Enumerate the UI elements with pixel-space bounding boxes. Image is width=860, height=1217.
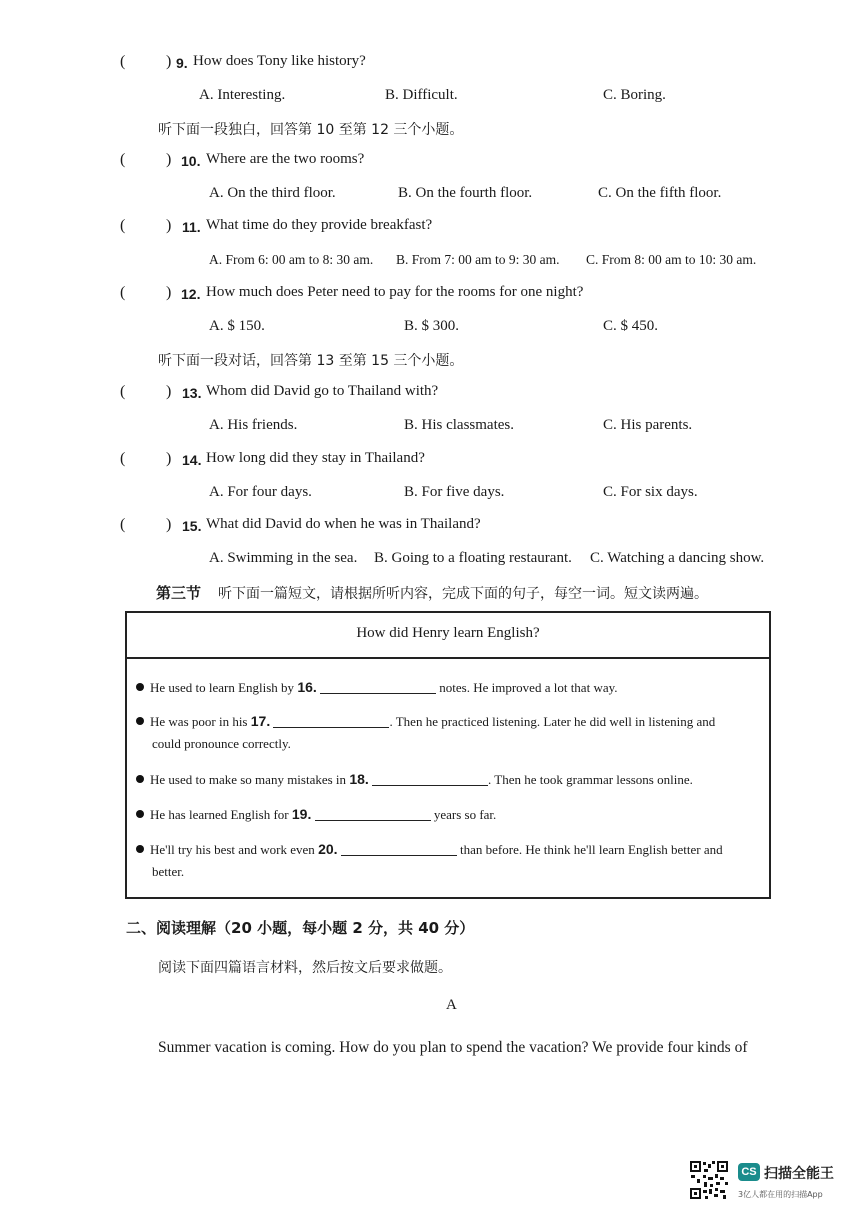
reading-instruction: 阅读下面四篇语言材料，然后按文后要求做题。 bbox=[158, 960, 452, 976]
passage-label: A bbox=[446, 997, 457, 1013]
answer-blank-16[interactable] bbox=[320, 681, 436, 694]
dialogue-instruction: 听下面一段对话，回答第 13 至第 15 三个小题。 bbox=[158, 353, 464, 369]
fill-item-17 bbox=[136, 713, 715, 730]
answer-paren-close: ) bbox=[166, 284, 172, 301]
bullet-icon bbox=[136, 717, 144, 725]
fill-item-text: . Then he practiced listening. Later he did well in listening and bbox=[389, 714, 716, 729]
fill-item-16 bbox=[136, 679, 618, 696]
option-a: A. From 6: 00 am to 8: 30 am. bbox=[209, 252, 374, 267]
question-number: 10. bbox=[181, 153, 201, 169]
blank-number: 17. bbox=[250, 713, 271, 729]
question-number: 14. bbox=[182, 452, 202, 468]
answer-paren-open: ( bbox=[120, 217, 126, 234]
question-text: How does Tony like history? bbox=[193, 53, 366, 69]
option-c: C. $ 450. bbox=[603, 318, 659, 334]
fill-item-text: He'll try his best and work even bbox=[150, 842, 315, 857]
option-a: A. On the third floor. bbox=[209, 185, 336, 201]
option-b: B. Going to a floating restaurant. bbox=[374, 550, 572, 566]
bullet-icon bbox=[136, 683, 144, 691]
option-a: A. Swimming in the sea. bbox=[209, 550, 358, 566]
bullet-icon bbox=[136, 810, 144, 818]
answer-paren-close: ) bbox=[166, 450, 172, 467]
reading-heading: 二、阅读理解（20 小题，每小题 2 分，共 40 分） bbox=[126, 919, 475, 937]
option-b: B. $ 300. bbox=[404, 318, 460, 334]
title-divider bbox=[127, 657, 769, 659]
fill-item-text: He has learned English for bbox=[150, 807, 289, 822]
blank-number: 19. bbox=[291, 806, 312, 822]
answer-paren-close: ) bbox=[166, 383, 172, 400]
option-b: B. For five days. bbox=[404, 484, 505, 500]
blank-number: 16. bbox=[297, 679, 317, 695]
option-a: A. His friends. bbox=[209, 417, 298, 433]
option-b: B. From 7: 00 am to 9: 30 am. bbox=[396, 252, 560, 267]
answer-paren-close: ) bbox=[166, 151, 172, 168]
fill-item-text: than before. He think he'll learn English better and bbox=[460, 842, 723, 857]
monologue-instruction: 听下面一段独白，回答第 10 至第 12 三个小题。 bbox=[158, 122, 464, 138]
answer-paren-close: ) bbox=[166, 53, 172, 70]
scanner-app-name: 扫描全能王 bbox=[764, 1166, 834, 1182]
bullet-icon bbox=[136, 845, 144, 853]
fill-item-19 bbox=[136, 806, 496, 823]
answer-paren-open: ( bbox=[120, 383, 126, 400]
fill-item-17-cont: could pronounce correctly. bbox=[152, 736, 291, 751]
question-number: 13. bbox=[182, 385, 202, 401]
option-a: A. For four days. bbox=[209, 484, 312, 500]
answer-blank-20[interactable] bbox=[341, 843, 457, 856]
question-text: Where are the two rooms? bbox=[206, 151, 365, 167]
answer-paren-open: ( bbox=[120, 151, 126, 168]
answer-paren-open: ( bbox=[120, 516, 126, 533]
option-a: A. Interesting. bbox=[199, 87, 286, 103]
answer-paren-close: ) bbox=[166, 217, 172, 234]
question-text: What did David do when he was in Thailand? bbox=[206, 516, 481, 532]
scanner-tagline: 3亿人都在用的扫描App bbox=[738, 1190, 823, 1199]
section3-instruction: 听下面一篇短文，请根据所听内容，完成下面的句子，每空一词。短文读两遍。 bbox=[218, 586, 708, 602]
option-c: C. His parents. bbox=[603, 417, 693, 433]
option-a: A. $ 150. bbox=[209, 318, 265, 334]
fill-item-text: years so far. bbox=[433, 807, 497, 822]
question-text: Whom did David go to Thailand with? bbox=[206, 383, 439, 399]
fill-in-title: How did Henry learn English? bbox=[356, 625, 540, 641]
fill-item-text: . Then he took grammar lessons online. bbox=[488, 772, 693, 787]
question-number: 12. bbox=[181, 286, 201, 302]
bullet-icon bbox=[136, 775, 144, 783]
option-c: C. From 8: 00 am to 10: 30 am. bbox=[586, 252, 757, 267]
question-text: How much does Peter need to pay for the rooms for one night? bbox=[206, 284, 584, 300]
answer-blank-17[interactable] bbox=[273, 715, 389, 728]
question-text: What time do they provide breakfast? bbox=[206, 217, 433, 233]
qr-code-icon bbox=[689, 1160, 729, 1200]
fill-item-text: He used to make so many mistakes in bbox=[150, 772, 347, 787]
fill-item-text: He was poor in his bbox=[150, 714, 248, 729]
answer-paren-open: ( bbox=[120, 450, 126, 467]
question-number: 9. bbox=[176, 55, 188, 71]
camscanner-logo-icon: CS bbox=[738, 1163, 760, 1181]
answer-paren-open: ( bbox=[120, 284, 126, 301]
fill-item-text: notes. He improved a lot that way. bbox=[439, 680, 618, 695]
fill-item-18 bbox=[136, 771, 693, 788]
option-c: C. Watching a dancing show. bbox=[590, 550, 765, 566]
fill-item-text: He used to learn English by bbox=[150, 680, 295, 695]
blank-number: 20. bbox=[318, 841, 338, 857]
answer-blank-18[interactable] bbox=[372, 773, 488, 786]
answer-paren-close: ) bbox=[166, 516, 172, 533]
question-number: 11. bbox=[182, 219, 201, 235]
answer-blank-19[interactable] bbox=[315, 808, 431, 821]
option-c: C. For six days. bbox=[603, 484, 698, 500]
blank-number: 18. bbox=[349, 771, 369, 787]
passage-first-line: Summer vacation is coming. How do you plan to spend the vacation? We provide four kinds of bbox=[158, 1039, 748, 1056]
fill-item-20-cont: better. bbox=[152, 864, 185, 879]
section3-label: 第三节 bbox=[156, 584, 202, 602]
answer-paren-open: ( bbox=[120, 53, 126, 70]
option-b: B. Difficult. bbox=[385, 87, 458, 103]
option-b: B. His classmates. bbox=[404, 417, 514, 433]
option-c: C. On the fifth floor. bbox=[598, 185, 722, 201]
question-number: 15. bbox=[182, 518, 202, 534]
option-b: B. On the fourth floor. bbox=[398, 185, 533, 201]
option-c: C. Boring. bbox=[603, 87, 666, 103]
fill-item-20 bbox=[136, 841, 723, 858]
question-text: How long did they stay in Thailand? bbox=[206, 450, 425, 466]
